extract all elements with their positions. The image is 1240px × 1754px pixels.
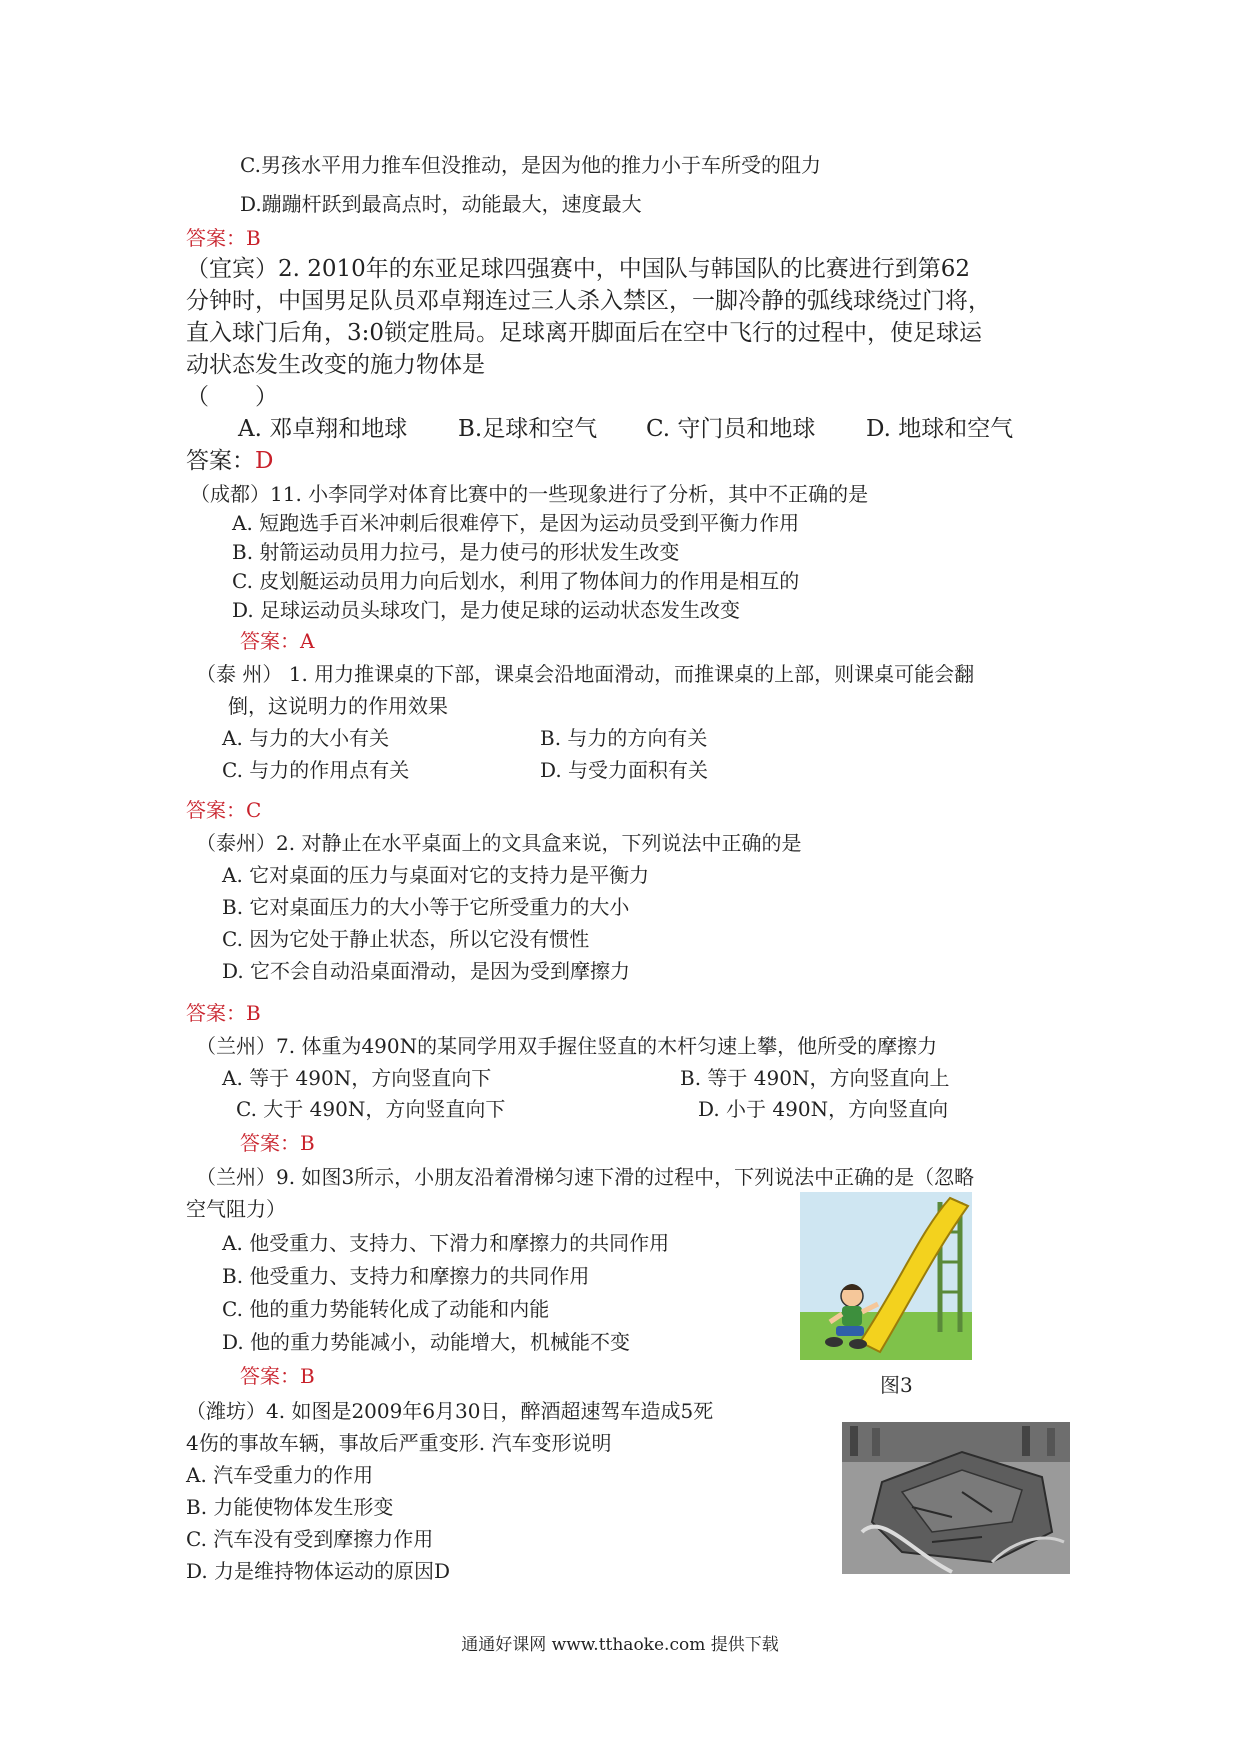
prev-option-d: D.蹦蹦杆跃到最高点时，动能最大，速度最大 [240, 192, 642, 216]
weifang-stem-line1: （潍坊）4. 如图是2009年6月30日，醉酒超速驾车造成5死 [186, 1399, 714, 1423]
yibin-option-d: D. 地球和空气 [866, 416, 1014, 442]
yibin-option-a: A. 邓卓翔和地球 [238, 416, 408, 442]
taizhou2-option-c: C. 因为它处于静止状态，所以它没有惯性 [222, 927, 590, 951]
taizhou2-stem: （泰州）2. 对静止在水平桌面上的文具盒来说，下列说法中正确的是 [196, 831, 802, 855]
prev-answer [186, 225, 261, 251]
answer-value: A [300, 629, 315, 653]
answer-label: 答案： [186, 226, 246, 250]
answer-value: D [255, 448, 274, 474]
taizhou2-option-a: A. 它对桌面的压力与桌面对它的支持力是平衡力 [222, 863, 650, 887]
lanzhou7-option-c: C. 大于 490N，方向竖直向下 [236, 1097, 506, 1121]
taizhou2-answer [186, 1000, 261, 1026]
taizhou2-option-d: D. 它不会自动沿桌面滑动，是因为受到摩擦力 [222, 959, 631, 983]
answer-value: B [300, 1364, 315, 1388]
prev-option-c: C.男孩水平用力推车但没推动，是因为他的推力小于车所受的阻力 [240, 153, 821, 177]
yibin-option-b: B.足球和空气 [458, 416, 598, 442]
lanzhou9-option-c: C. 他的重力势能转化成了动能和内能 [222, 1297, 550, 1321]
figure-caption: 图3 [880, 1373, 913, 1397]
answer-value: B [246, 226, 261, 250]
chengdu-stem: （成都）11. 小李同学对体育比赛中的一些现象进行了分析，其中不正确的是 [190, 482, 869, 506]
yibin-stem-line1: （宜宾）2. 2010年的东亚足球四强赛中，中国队与韩国队的比赛进行到第62 [186, 256, 971, 282]
yibin-option-c: C. 守门员和地球 [646, 416, 816, 442]
weifang-stem-line2: 4伤的事故车辆，事故后严重变形. 汽车变形说明 [186, 1431, 612, 1455]
answer-label: 答案： [186, 1001, 246, 1025]
yibin-stem-line4: 动状态发生改变的施力物体是 [186, 352, 485, 378]
lanzhou9-option-a: A. 他受重力、支持力、下滑力和摩擦力的共同作用 [222, 1231, 670, 1255]
taizhou1-stem-line1: （泰 州） 1. 用力推课桌的下部，课桌会沿地面滑动，而推课桌的上部，则课桌可能会翻 [196, 662, 975, 686]
lanzhou7-answer [240, 1130, 315, 1156]
taizhou1-option-a: A. 与力的大小有关 [222, 726, 390, 750]
answer-label: 答案： [240, 1131, 300, 1155]
chengdu-option-b: B. 射箭运动员用力拉弓，是力使弓的形状发生改变 [232, 540, 680, 564]
weifang-option-c: C. 汽车没有受到摩擦力作用 [186, 1527, 434, 1551]
answer-label: 答案： [186, 798, 246, 822]
answer-label: 答案： [240, 629, 300, 653]
taizhou1-answer [186, 797, 261, 823]
answer-label: 答案： [186, 448, 255, 474]
lanzhou7-option-a: A. 等于 490N，方向竖直向下 [222, 1066, 492, 1090]
answer-value: B [300, 1131, 315, 1155]
lanzhou9-option-d: D. 他的重力势能减小，动能增大，机械能不变 [222, 1330, 631, 1354]
taizhou1-option-d: D. 与受力面积有关 [540, 758, 709, 782]
taizhou2-option-b: B. 它对桌面压力的大小等于它所受重力的大小 [222, 895, 630, 919]
crashed-car-photo [842, 1422, 1070, 1574]
taizhou1-option-b: B. 与力的方向有关 [540, 726, 708, 750]
footer-source: 通通好课网 www.tthaoke.com 提供下载 [461, 1635, 779, 1655]
chengdu-option-c: C. 皮划艇运动员用力向后划水，利用了物体间力的作用是相互的 [232, 569, 800, 593]
weifang-option-a: A. 汽车受重力的作用 [186, 1463, 374, 1487]
chengdu-option-a: A. 短跑选手百米冲刺后很难停下，是因为运动员受到平衡力作用 [232, 511, 800, 535]
answer-value: B [246, 1001, 261, 1025]
chengdu-answer [240, 628, 314, 654]
taizhou1-stem-line2: 倒，这说明力的作用效果 [228, 694, 448, 718]
yibin-paren: （ ） [186, 384, 278, 410]
yibin-stem-line3: 直入球门后角，3:0锁定胜局。足球离开脚面后在空中飞行的过程中，使足球运 [186, 320, 983, 346]
slide-illustration [800, 1192, 972, 1360]
chengdu-option-d: D. 足球运动员头球攻门，是力使足球的运动状态发生改变 [232, 598, 741, 622]
answer-label: 答案： [240, 1364, 300, 1388]
lanzhou7-option-b: B. 等于 490N，方向竖直向上 [680, 1066, 950, 1090]
weifang-option-b: B. 力能使物体发生形变 [186, 1495, 394, 1519]
taizhou1-option-c: C. 与力的作用点有关 [222, 758, 410, 782]
weifang-option-d: D. 力是维持物体运动的原因D [186, 1559, 451, 1583]
lanzhou9-stem-line2: 空气阻力） [186, 1197, 286, 1221]
lanzhou9-option-b: B. 他受重力、支持力和摩擦力的共同作用 [222, 1264, 590, 1288]
lanzhou9-answer [240, 1363, 315, 1389]
answer-value: C [246, 798, 262, 822]
lanzhou7-option-d: D. 小于 490N，方向竖直向 [698, 1097, 949, 1121]
lanzhou7-stem: （兰州）7. 体重为490N的某同学用双手握住竖直的木杆匀速上攀，他所受的摩擦力 [196, 1034, 938, 1058]
yibin-stem-line2: 分钟时，中国男足队员邓卓翔连过三人杀入禁区，一脚冷静的弧线球绕过门将， [186, 288, 991, 314]
yibin-answer [186, 446, 273, 476]
lanzhou9-stem-line1: （兰州）9. 如图3所示，小朋友沿着滑梯匀速下滑的过程中，下列说法中正确的是（忽略 [196, 1165, 975, 1189]
